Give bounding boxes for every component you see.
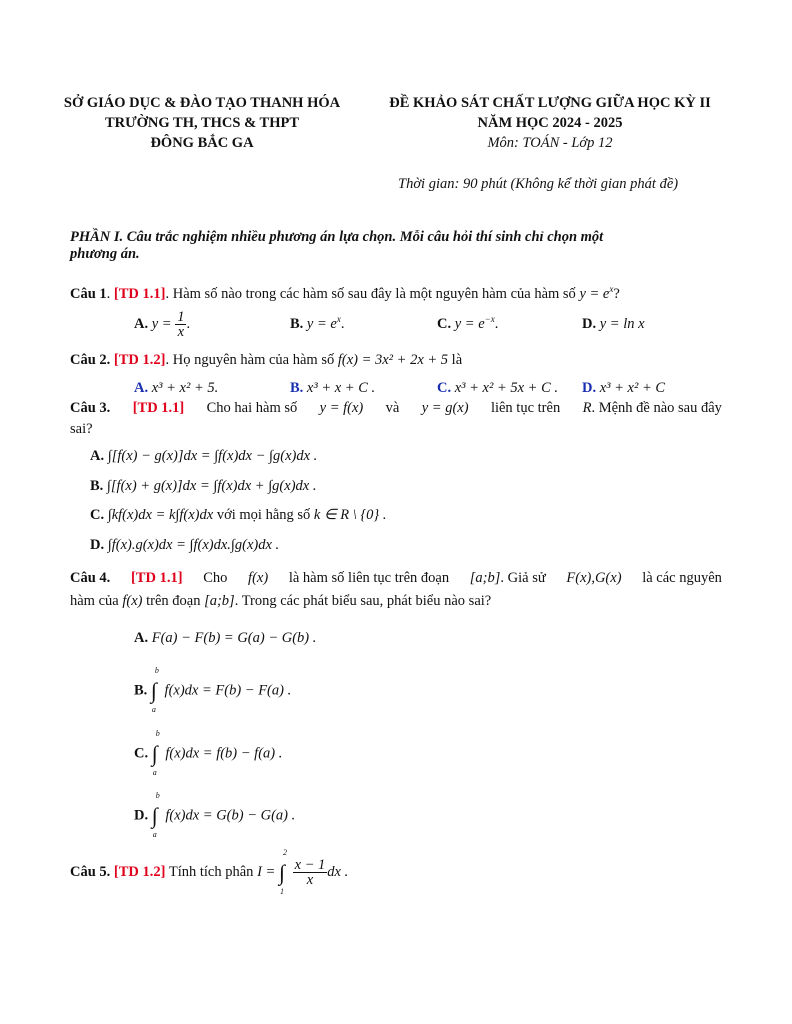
integral-sign: ∫ 2 1 xyxy=(278,847,287,896)
q2-option-c[interactable]: C. x³ + x² + 5x + C . xyxy=(437,380,559,396)
q4-option-d[interactable]: D. ∫ b a f(x)dx = G(b) − G(a) . xyxy=(134,791,296,839)
q4-option-b[interactable]: B. ∫ b a f(x)dx = F(b) − F(a) . xyxy=(134,666,292,714)
school-location: ĐÔNG BẮC GA xyxy=(150,135,254,151)
department-name: SỞ GIÁO DỤC & ĐÀO TẠO THANH HÓA xyxy=(63,95,341,111)
q2-option-a[interactable]: A. x³ + x² + 5. xyxy=(134,380,219,396)
integral-sign: ∫ b a xyxy=(150,666,159,714)
integral-sign: ∫ b a xyxy=(151,729,160,777)
q1-label: Câu 1 xyxy=(70,286,107,302)
integral-sign: ∫ b a xyxy=(151,791,160,839)
q5-tag: [TD 1.2] xyxy=(113,863,166,880)
question-2: Câu 2. [TD 1.2]. Họ nguyên hàm của hàm số f(x) = 3x² + 2x + 5 là xyxy=(70,352,463,368)
question-5: Câu 5. [TD 1.2] Tính tích phân I = ∫ 2 1 $\frac{x - 1}{x}$ dx . xyxy=(70,847,349,896)
exam-time: Thời gian: 90 phút (Không kể thời gian phát đề) xyxy=(398,176,679,192)
q1-option-d[interactable]: D. y = ln x xyxy=(582,316,645,332)
q1-option-a[interactable]: A. y = $\frac{1}{x}$ . xyxy=(134,309,191,340)
q2-option-d[interactable]: D. x³ + x² + C xyxy=(582,380,666,396)
q1-option-c[interactable]: C. $y = e^{-x}$. xyxy=(437,314,499,332)
q3-option-d[interactable]: D. ∫f(x).g(x)dx = ∫f(x)dx.∫g(x)dx . xyxy=(90,537,280,553)
part1-title: PHẦN I. Câu trắc nghiệm nhiều phương án lựa chọn. Mỗi câu hỏi thí sinh chỉ chọn một phương án. xyxy=(70,229,604,262)
q1-tag: [TD 1.1] xyxy=(113,286,166,302)
q3-tag: [TD 1.1] xyxy=(132,400,185,416)
school-name: TRƯỜNG TH, THCS & THPT xyxy=(104,115,300,131)
subject: Môn: TOÁN - Lớp 12 xyxy=(487,135,613,151)
question-4: Câu 4. [TD 1.1] Cho f(x) là hàm số liên tục trên đoạn [a;b]. Giả sử F(x),G(x) là các nguyên hàm của f(x) trên đoạn [a;b]. Trong các phát biểu sau, phát biểu nào sai? xyxy=(70,570,722,609)
q4-tag: [TD 1.1] xyxy=(130,570,183,586)
question-3: Câu 3. [TD 1.1] Cho hai hàm số y = f(x) và y = g(x) liên tục trên R. Mệnh đề nào sau đây sai? xyxy=(70,400,722,437)
exam-title: ĐỀ KHẢO SÁT CHẤT LƯỢNG GIỮA HỌC KỲ II xyxy=(389,95,711,111)
q4-option-c[interactable]: C. ∫ b a f(x)dx = f(b) − f(a) . xyxy=(134,729,283,777)
school-year: NĂM HỌC 2024 - 2025 xyxy=(477,115,623,131)
q2-option-b[interactable]: B. x³ + x + C . xyxy=(290,380,376,396)
q2-tag: [TD 1.2] xyxy=(113,352,166,368)
q3-option-c[interactable]: C. ∫kf(x)dx = k∫f(x)dx với mọi hằng số k ∈ R \ {0} . xyxy=(90,507,387,523)
q1-option-b[interactable]: B. $y = e^x$. xyxy=(290,314,345,332)
q3-option-b[interactable]: B. ∫[f(x) + g(x)]dx = ∫f(x)dx + ∫g(x)dx . xyxy=(90,478,317,494)
q4-option-a[interactable]: A. F(a) − F(b) = G(a) − G(b) . xyxy=(134,630,317,646)
question-1: Câu 1. [TD 1.1]. Hàm số nào trong các hàm số sau đây là một nguyên hàm của hàm số $y = e^x$? xyxy=(70,284,620,302)
q3-option-a[interactable]: A. ∫[f(x) − g(x)]dx = ∫f(x)dx − ∫g(x)dx . xyxy=(90,448,318,464)
